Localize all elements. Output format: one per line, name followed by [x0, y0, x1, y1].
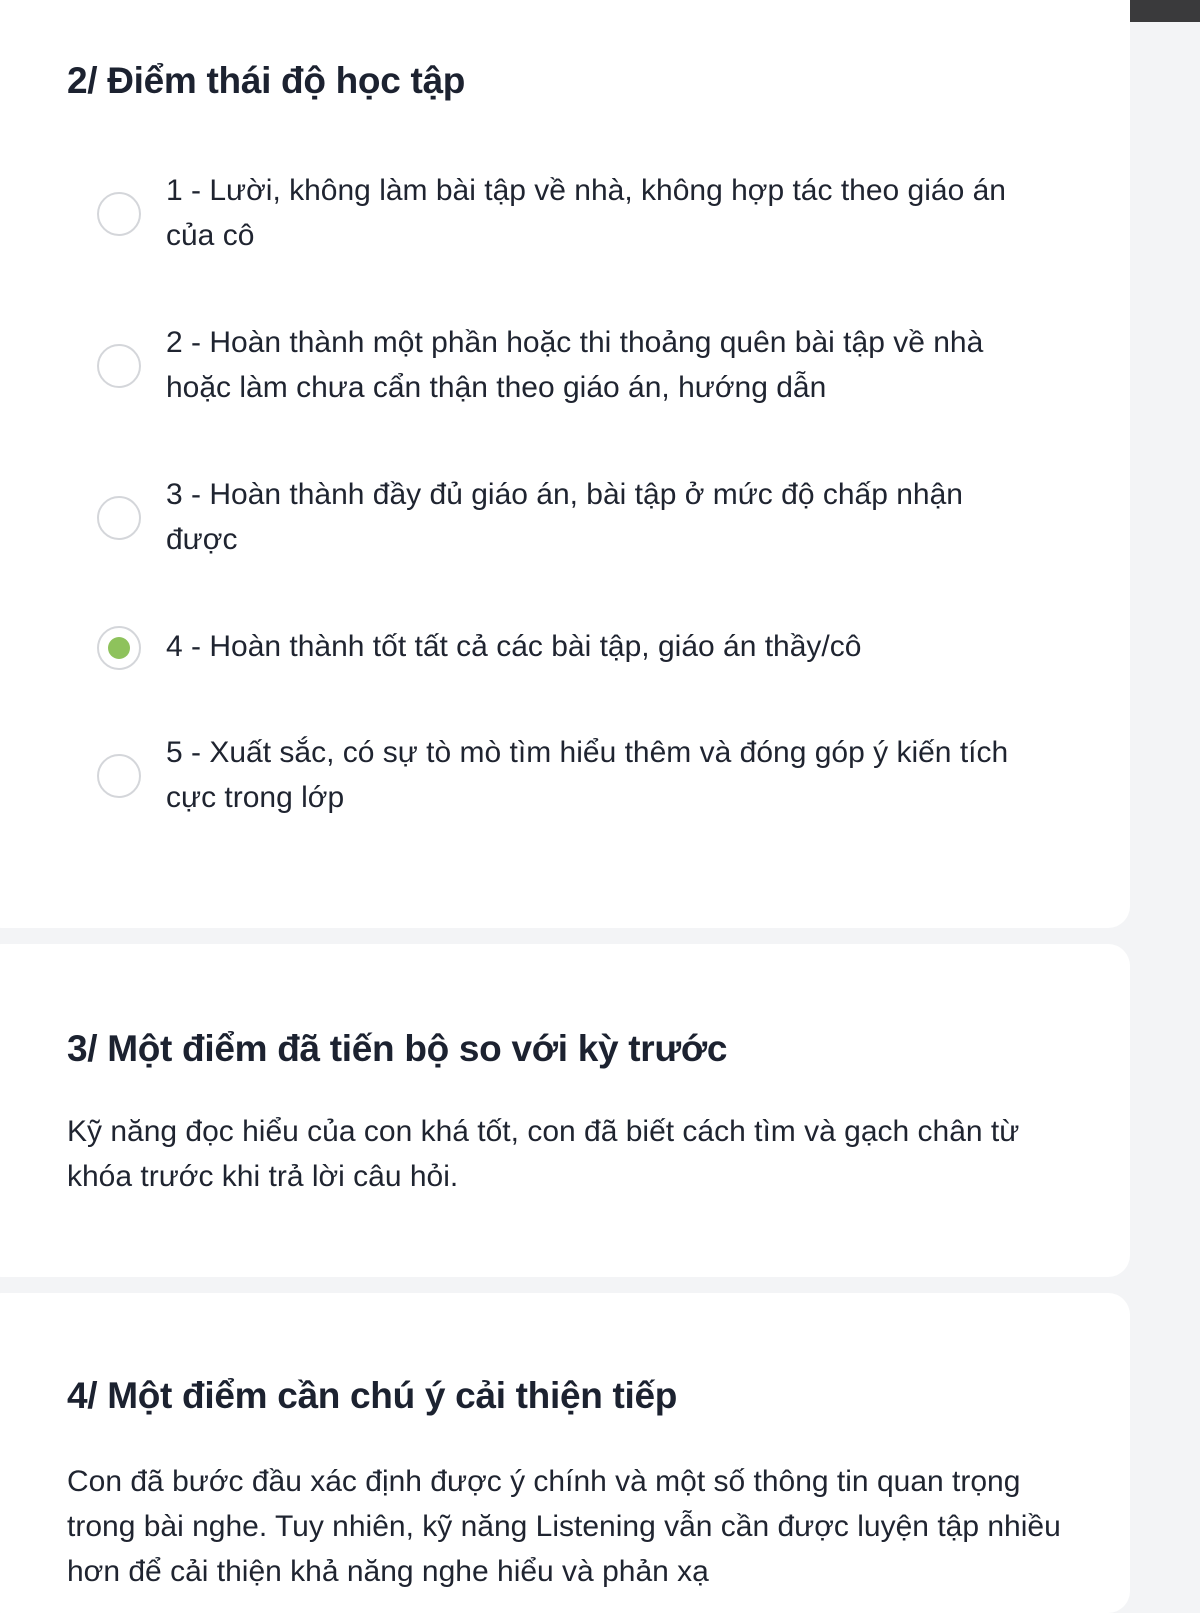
progress-title: 3/ Một điểm đã tiến bộ so với kỳ trước [67, 1028, 728, 1069]
attitude-option-1[interactable] [0, 168, 1130, 288]
radio-button[interactable] [97, 754, 141, 798]
improvement-text: Con đã bước đầu xác định được ý chính và một số thông tin quan trọng trong bài nghe. Tuy nhiên, kỹ năng Listening vẫn cần được luyện tập nhiều hơn để cải thiện khả năng nghe hiểu và phản xạ [67, 1465, 1061, 1588]
radio-button[interactable] [97, 344, 141, 388]
radio-button[interactable] [97, 192, 141, 236]
selected-dot-icon [108, 637, 130, 659]
radio-button[interactable] [97, 496, 141, 540]
option-label: 3 - Hoàn thành đầy đủ giáo án, bài tập ở mức độ chấp nhận được [166, 478, 963, 556]
option-label: 1 - Lười, không làm bài tập về nhà, không hợp tác theo giáo án của cô [166, 174, 1006, 252]
radio-button-selected[interactable] [97, 626, 141, 670]
progress-text: Kỹ năng đọc hiểu của con khá tốt, con đã biết cách tìm và gạch chân từ khóa trước khi trả lời câu hỏi. [67, 1115, 1020, 1193]
attitude-option-5[interactable] [0, 730, 1130, 850]
option-label: 5 - Xuất sắc, có sự tò mò tìm hiểu thêm và đóng góp ý kiến tích cực trong lớp [166, 736, 1009, 814]
attitude-option-4[interactable] [0, 624, 1130, 744]
attitude-option-2[interactable] [0, 320, 1130, 440]
attitude-option-3[interactable] [0, 472, 1130, 592]
improvement-title: 4/ Một điểm cần chú ý cải thiện tiếp [67, 1375, 678, 1416]
option-label: 4 - Hoàn thành tốt tất cả các bài tập, giáo án thầy/cô [166, 630, 862, 663]
option-label: 2 - Hoàn thành một phần hoặc thi thoảng quên bài tập về nhà hoặc làm chưa cẩn thận theo giáo án, hướng dẫn [166, 326, 984, 404]
improvement-card [0, 1293, 1130, 1613]
attitude-score-title: 2/ Điểm thái độ học tập [67, 60, 466, 101]
progress-card [0, 944, 1130, 1277]
